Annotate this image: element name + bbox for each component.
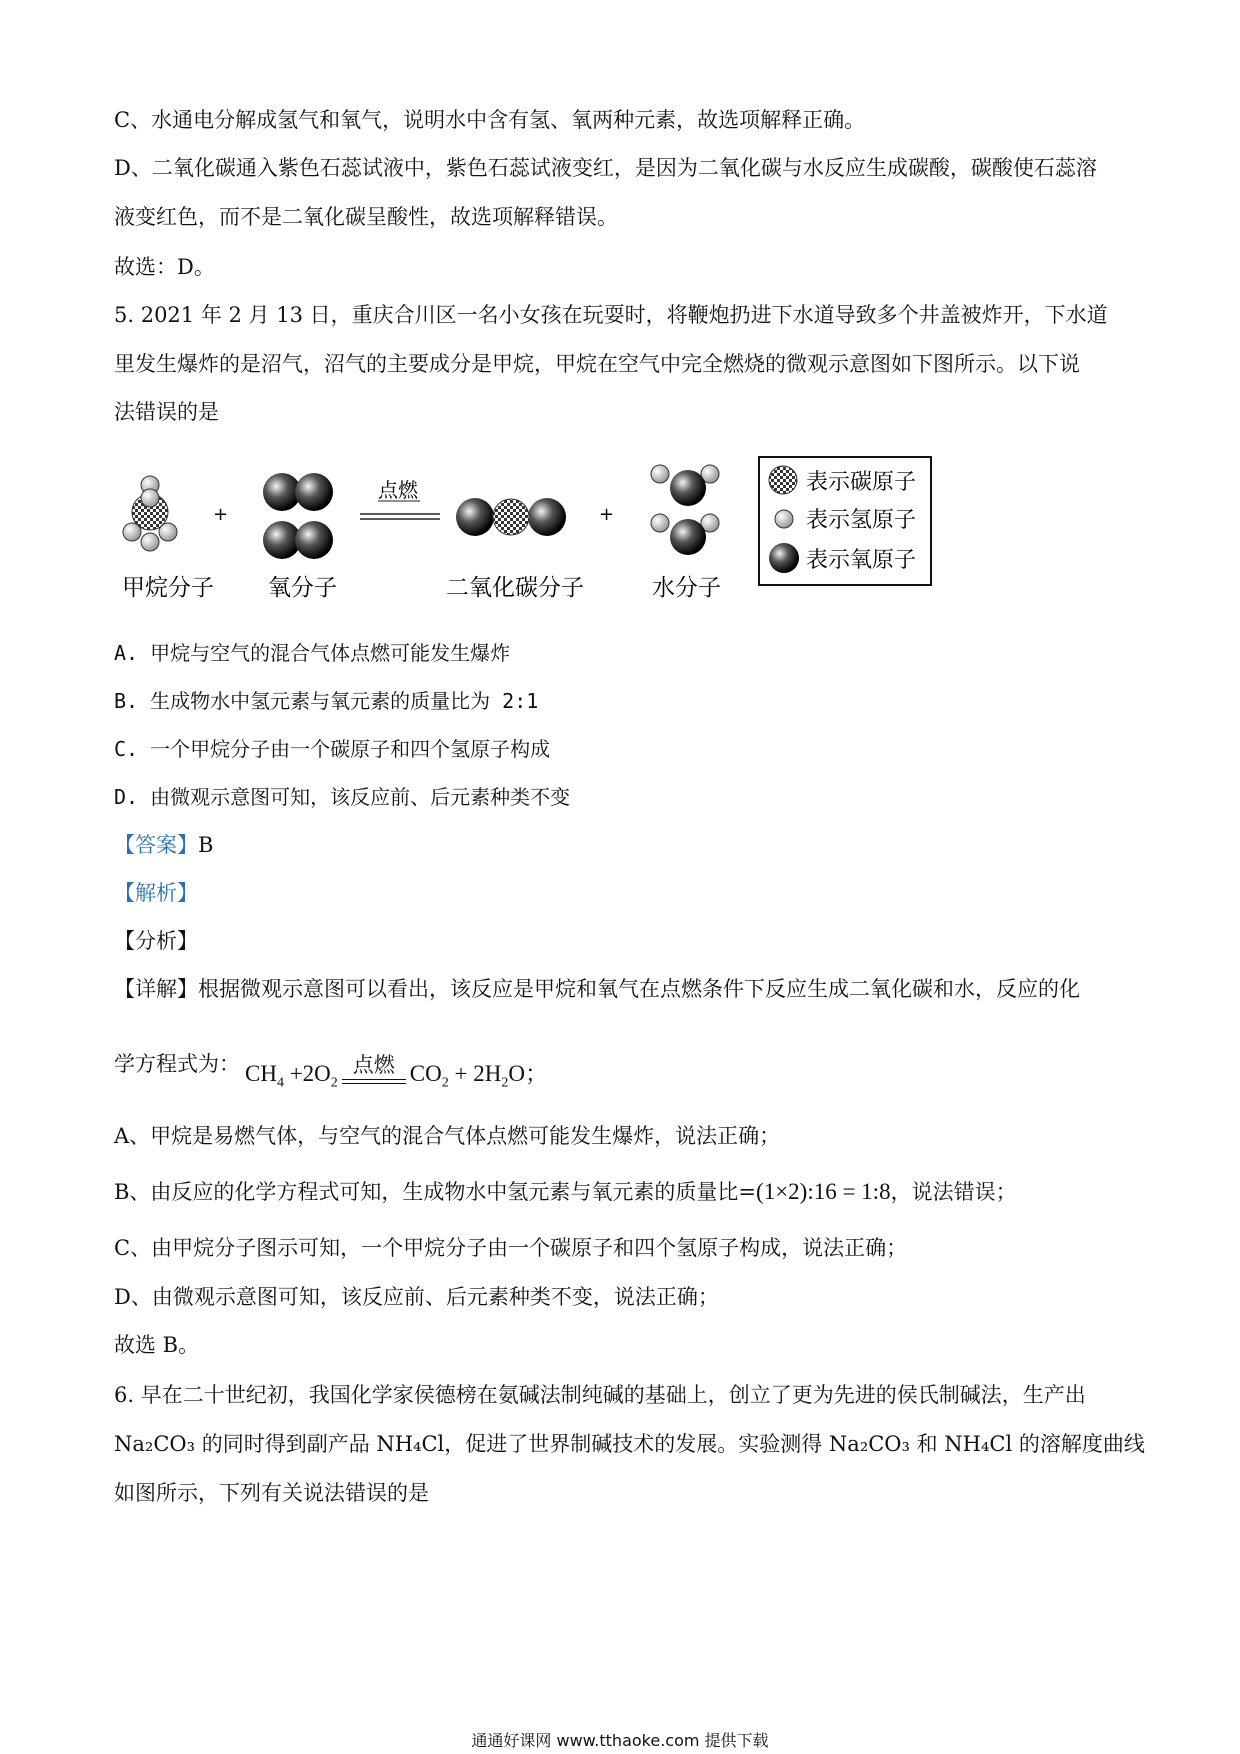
- explain-c: C、由甲烷分子图示可知，一个甲烷分子由一个碳原子和四个氢原子构成，说法正确；: [114, 1236, 908, 1260]
- oxygen-molecule: [263, 473, 333, 559]
- detail-line: [114, 975, 1080, 1003]
- legend-box: [759, 457, 931, 585]
- answer-q4: 故选：D。: [114, 255, 215, 279]
- equation-condition: 点燃: [352, 1052, 395, 1077]
- equation-prefix: 学方程式为：: [114, 1052, 240, 1076]
- condition-ignite: 点燃: [378, 478, 418, 502]
- detail-text: 根据微观示意图可以看出，该反应是甲烷和氧气在点燃条件下反应生成二氧化碳和水，反应的化: [198, 977, 1080, 1001]
- choose-b: 故选 B。: [114, 1333, 200, 1357]
- water-molecule: [651, 465, 719, 555]
- page-footer: 通通好课网 www.tthaoke.com 提供下载: [471, 1731, 769, 1750]
- plus-1: +: [213, 504, 229, 525]
- equation-suffix: ；: [524, 1061, 548, 1086]
- legend-hydrogen: 表示氢原子: [806, 508, 917, 533]
- legend-oxygen: 表示氧原子: [806, 548, 917, 573]
- explain-a: A、甲烷是易燃气体，与空气的混合气体点燃可能发生爆炸，说法正确；: [114, 1124, 781, 1148]
- explain-b-post: ，说法错误；: [890, 1180, 1017, 1204]
- legend-carbon: 表示碳原子: [806, 470, 917, 495]
- line-d1b: 液变红色，而不是二氧化碳呈酸性，故选项解释错误。: [114, 205, 618, 229]
- question-6-line1: 6. 早在二十世纪初，我国化学家侯德榜在氨碱法制纯碱的基础上，创立了更为先进的侯氏制碱法，生产出: [114, 1383, 1086, 1407]
- option-b: B. 生成物水中氢元素与氧元素的质量比为 2:1: [114, 689, 539, 713]
- label-co2: 二氧化碳分子: [446, 575, 584, 601]
- chemical-equation: $CH_4 +2O_2$ 点燃 $CO_2 + 2H_2O$；: [245, 1055, 548, 1092]
- explain-d: D、由微观示意图可知，该反应前、后元素种类不变，说法正确；: [114, 1285, 719, 1309]
- plus-2: +: [599, 504, 615, 525]
- explain-b-ratio: (1×2):16 = 1:8: [756, 1179, 891, 1204]
- label-oxygen: 氧分子: [268, 575, 337, 601]
- methane-molecule: [123, 476, 177, 551]
- option-c: C. 一个甲烷分子由一个碳原子和四个氢原子构成: [114, 737, 551, 761]
- detail-label: 【详解】: [114, 977, 198, 1001]
- option-a: A. 甲烷与空气的混合气体点燃可能发生爆炸: [114, 641, 511, 665]
- explain-b: [114, 1178, 1017, 1206]
- question-6-line2: Na₂CO₃ 的同时得到副产品 NH₄Cl，促进了世界制碱技术的发展。实验测得 Na₂CO₃ 和 NH₄Cl 的溶解度曲线: [114, 1432, 1145, 1456]
- label-methane: 甲烷分子: [122, 575, 214, 601]
- option-d: D. 由微观示意图可知，该反应前、后元素种类不变: [114, 785, 571, 809]
- answer-value: B: [198, 833, 214, 857]
- answer-label: 【答案】: [114, 833, 198, 857]
- question-6-line3: 如图所示，下列有关说法错误的是: [114, 1481, 429, 1505]
- line-c1: C、水通电分解成氢气和氧气，说明水中含有氢、氧两种元素，故选项解释正确。: [114, 108, 866, 132]
- explain-b-pre: B、由反应的化学方程式可知，生成物水中氢元素与氧元素的质量比=: [114, 1180, 757, 1204]
- question-5-line2: 里发生爆炸的是沼气，沼气的主要成分是甲烷，甲烷在空气中完全燃烧的微观示意图如下图所示。以下说: [114, 352, 1080, 376]
- line-d1a: D、二氧化碳通入紫色石蕊试液中，紫色石蕊试液变红，是因为二氧化碳与水反应生成碳酸，碳酸使石蕊溶: [114, 156, 1097, 180]
- question-5-line1: 5. 2021 年 2 月 13 日，重庆合川区一名小女孩在玩耍时，将鞭炮扔进下水道导致多个井盖被炸开，下水道: [114, 303, 1108, 327]
- co2-molecule: [456, 498, 566, 536]
- question-5-line3: 法错误的是: [114, 400, 219, 424]
- answer-line: [114, 831, 213, 859]
- fenxi-label: 【分析】: [114, 929, 198, 953]
- reaction-diagram: [0, 440, 1240, 620]
- analysis-label: 【解析】: [114, 881, 198, 905]
- label-water: 水分子: [652, 575, 721, 601]
